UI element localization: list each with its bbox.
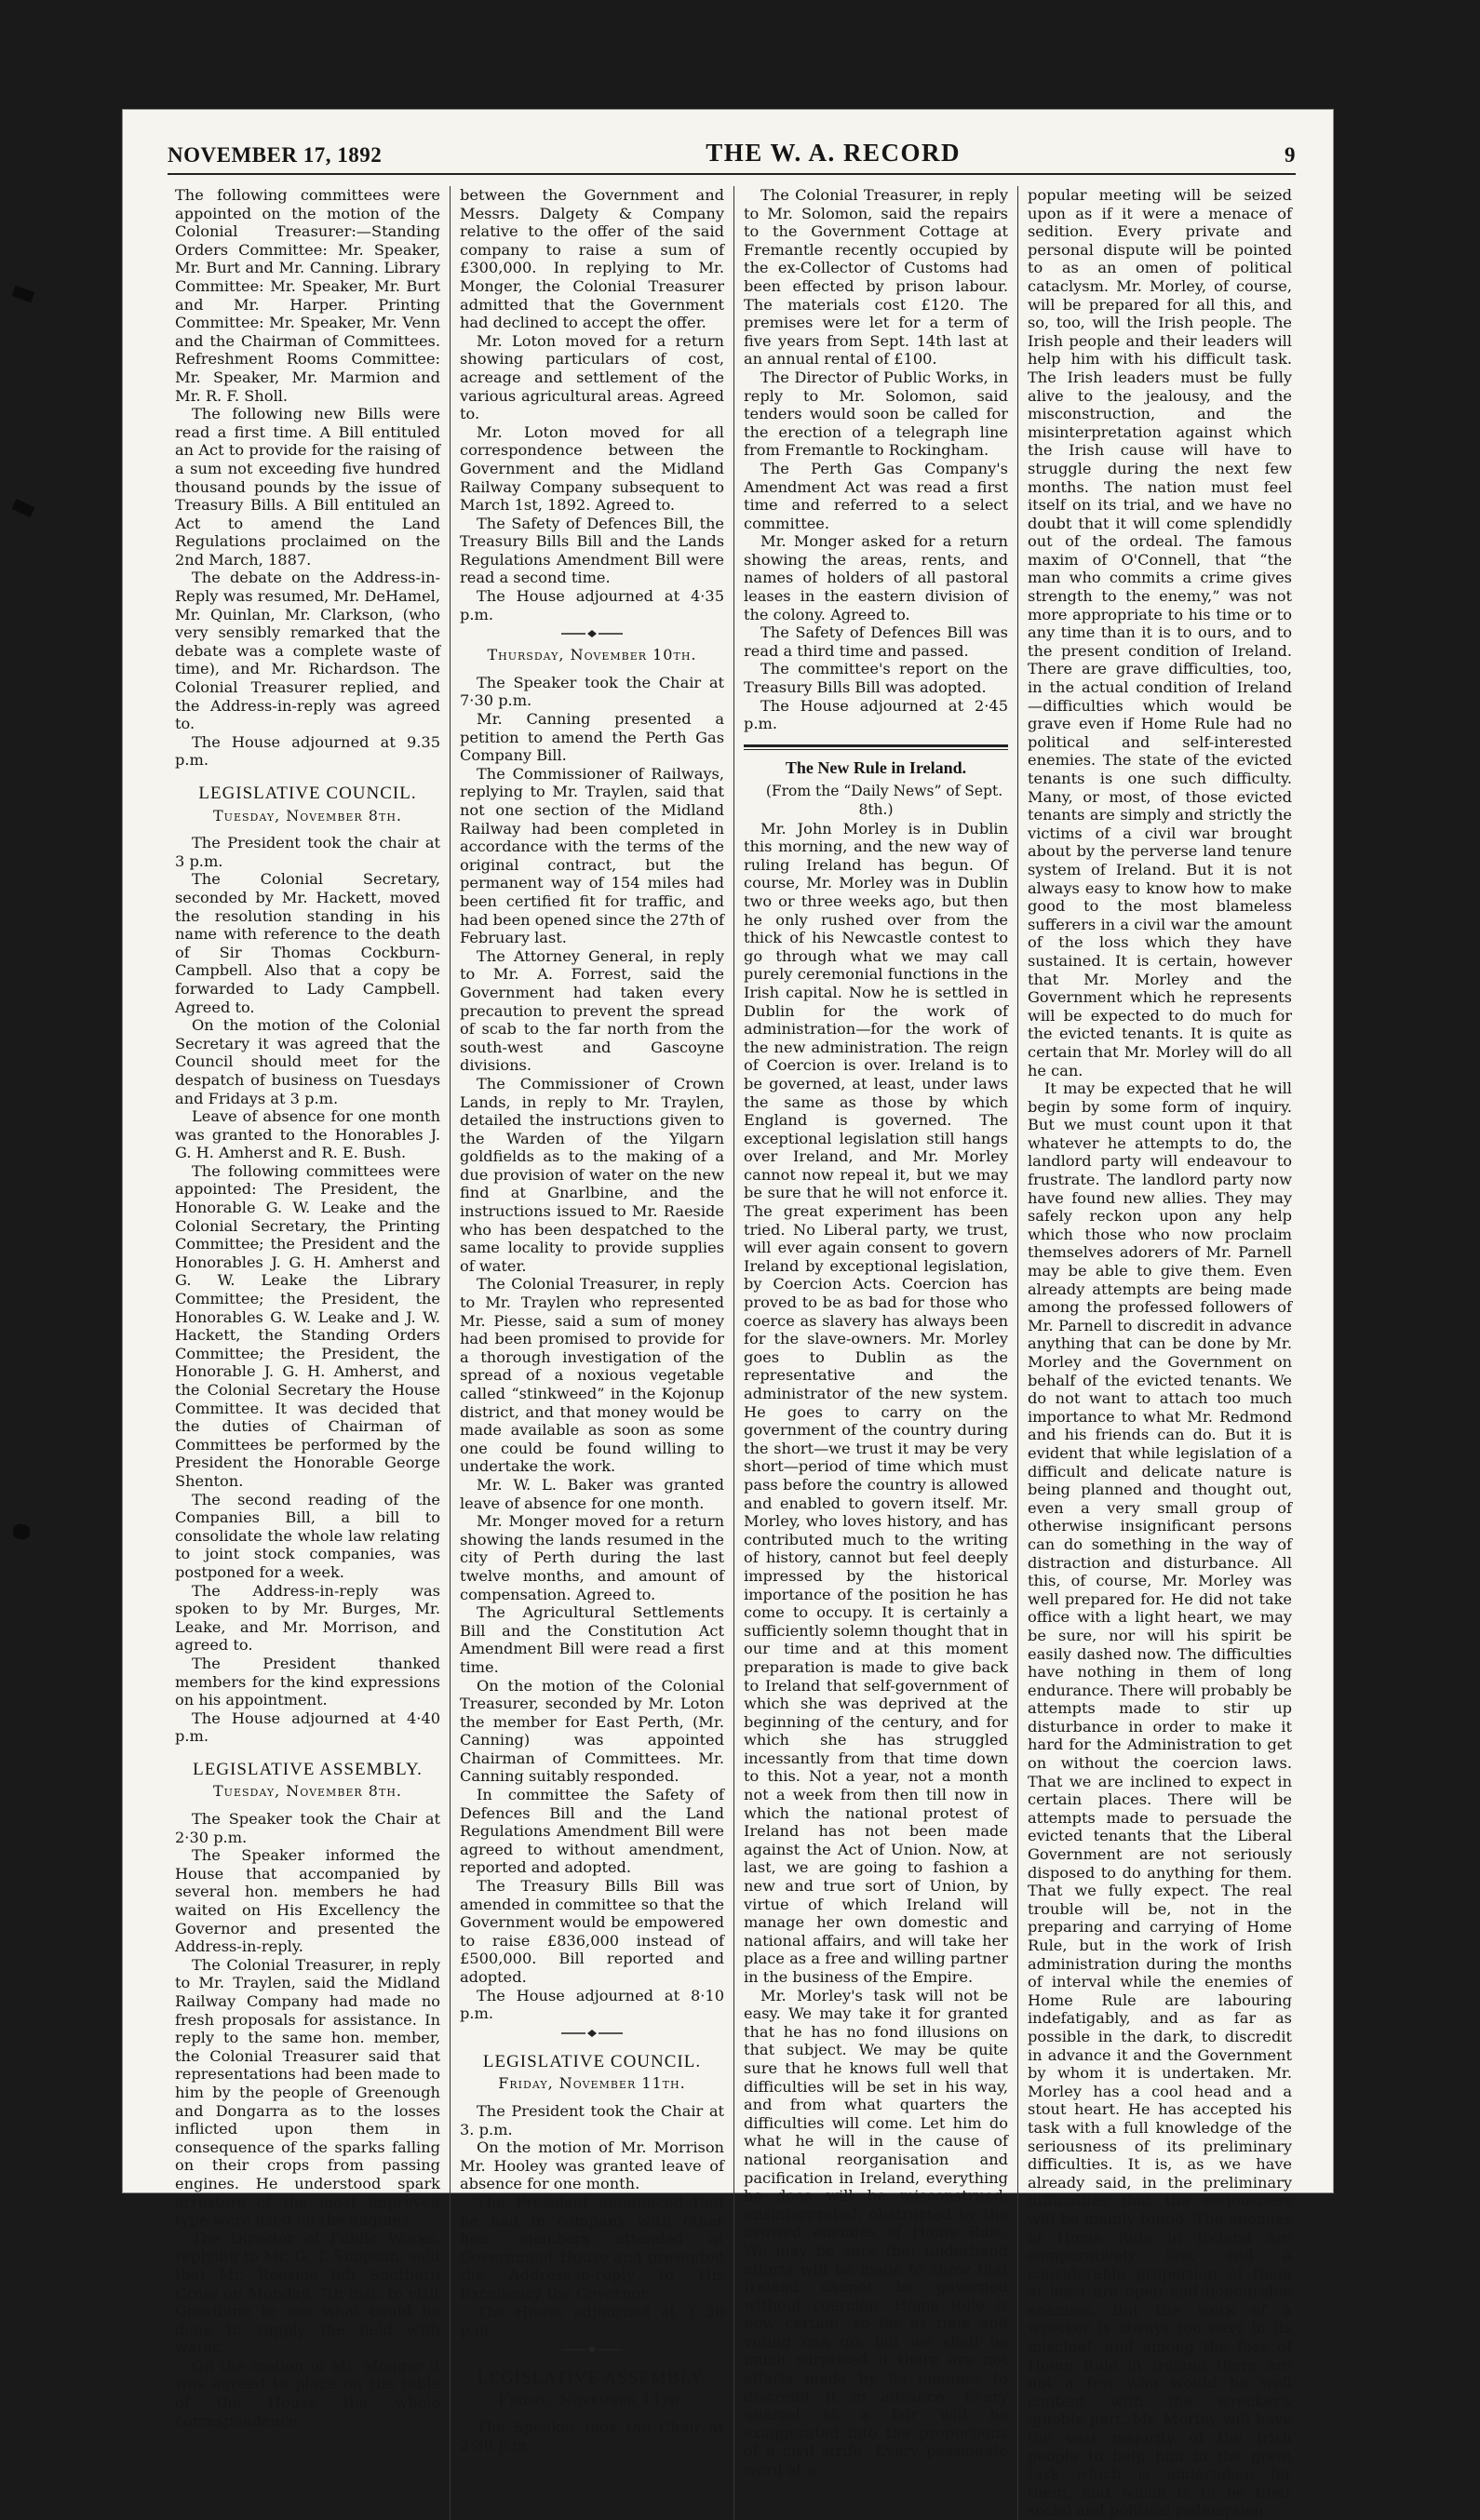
sitting-date: Tuesday, November 8th.	[213, 1782, 402, 1801]
article-source: (From the “Daily News” of Sept. 8th.)	[765, 783, 1003, 818]
paragraph: The Speaker took the Chair at 2·30 p.m.	[175, 1810, 440, 1846]
sitting-date: Friday, November 11th.	[498, 2391, 686, 2409]
paragraph: The Commissioner of Crown Lands, in reply to Mr. Traylen, detailed the instructions given to the Warden of the Yilgarn goldfields as to the making of a due provision of water on the new find at Gnarlbine, and the instructions issued to Mr. Raeside who has been despatched to the same locality to provide supplies of water.	[460, 1074, 724, 1275]
newspaper-page	[123, 110, 1333, 2520]
paragraph: The Colonial Treasurer, in reply to Mr. Solomon, said the repairs to the Government Cottage at Fremantle recently occupied by the ex-Collector of Customs had been effected by prison labour. The materials cost £120. The premises were let for a term of five years from Sept. 14th last at an annual rental of £100.	[744, 186, 1008, 369]
column-2	[450, 186, 733, 2520]
issue-date: NOVEMBER 17, 1892	[168, 143, 383, 167]
paragraph: The President announced that he had in company with other hon. members attended at Government House and presented the Address-in-reply to His Excellency the Governor.	[460, 2192, 724, 2302]
paragraph: The Attorney General, in reply to Mr. A. Forrest, said the Government had taken every precaution to prevent the spread of scab to the far north from the south-west and Gascoyne divisions.	[460, 946, 724, 1075]
paragraph: The Director of Public Works, in reply to Mr. Solomon, said tenders would soon be called for the erection of a telegraph line from Fremantle to Rockingham.	[744, 368, 1008, 460]
paragraph: The House adjourned at 4·40 p.m.	[175, 1709, 440, 1746]
paragraph: It may be expected that he will begin by some form of inquiry. But we must count upon it that whatever he attempts to do, the landlord party will endeavour to frustrate. The landlord party now have found new allies. They may safely reckon upon any help which those who now proclaim themselves adorers of Mr. Parnell may be able to give them. Even already attempts are being made among the professed followers of Mr. Parnell to discredit in advance anything that can be done by Mr. Morley and the Government on behalf of the evicted tenants. We do not want to attach too much importance to what Mr. Redmond and his friends can do. But it is evident that while legislation of a difficult and delicate nature is being planned and thought out, even a very small group of otherwise insignificant persons can do something in the way of distraction and disturbance. All this, of course, Mr. Morley was well prepared for. He did not take office with a light heart, we may be sure, nor will his spirit be easily dashed now. The difficulties have nothing in them of long endurance. There will probably be attempts made to stir up disturbance in order to make it hard for the Administration to get on without the coercion laws. That we are inclined to expect in certain places. There will be attempts made to persuade the evicted tenants that the Liberal Government are not seriously disposed to do anything for them. That we fully expect. The real trouble will be, not in the preparing and carrying of Home Rule, but in the work of Irish administration during the months of interval while the enemies of Home Rule are labouring indefatigably, and as far as possible in the dark, to discredit in advance it and the Government by whom it is undertaken. Mr. Morley has a cool head and a stout heart. He has accepted his task with a full knowledge of the seriousness of its preliminary difficulties. It is, as we have already said, in the preliminary difficulties that the seriousness will be mainly found. The enemies of Home Rule in Ireland are comparatively few, and a considerable proportion of them at least are open and honourable enemies. But the work of a wrecker is always too easy in its mischief, and among the foes of Home Rule in Ireland there are not a few who would be well content with the wrecker's ignoble part. Mr. Morley will have the vast majority of the Irish people to help him in the great task which is undertaken for them, and which is to be their social and political redemption.	[1028, 1079, 1292, 2520]
paragraph: In committee the Safety of Defences Bill and the Land Regulations Amendment Bill were agreed to without amendment, reported and adopted.	[460, 1786, 724, 1877]
paragraph: Mr. Morley's task will not be easy. We may take it for granted that he has no fond illusions on that subject. We may be quite sure that he knows full well that difficulties will be set in his way, and from what quarters the difficulties will come. Let him do what he will in the cause of national reorganisation and pacification in Ireland, everything he does will be misconstrued, misinterpreted, obstructed by the avowed enemies of Home Rule. We may be sure that underhand efforts will be made to show that Ireland cannot be governed without coercion. Home Rule is now certain, so far as time and voting can go; but we shall be much surprised if there are not efforts made by its enemies to discredit it in advance. Every quarrel at a fair will be exaggerated into the proportions of a civil strife. Every passionate word at a	[744, 1986, 1008, 2479]
paragraph: The Address-in-reply was spoken to by Mr. Burges, Mr. Leake, and Mr. Morrison, and agreed to.	[175, 1581, 440, 1655]
paragraph: The Agricultural Settlements Bill and the Constitution Act Amendment Bill were read a first time.	[460, 1603, 724, 1676]
paragraph: The House adjourned at 2·45 p.m.	[744, 696, 1008, 733]
article-headline: The New Rule in Ireland.	[785, 757, 967, 777]
paragraph: The following committees were appointed: The President, the Honorable G. W. Leake and the Colonial Secretary, the Printing Committee; the President and the Honorables J. G. H. Amherst and G. W. Leake the Library Committee; the President, the Honorables G. W. Leake and J. W. Hackett, the Standing Orders Committee; the President, the Honorable J. G. H. Amherst, and the Colonial Secretary the House Committee. It was decided that the duties of Chairman of Committees be performed by the President the Honorable George Shenton.	[175, 1161, 440, 1490]
paragraph: The second reading of the Companies Bill, a bill to consolidate the whole law relating to joint stock companies, was postponed for a week.	[175, 1490, 440, 1581]
paragraph: The Colonial Treasurer, in reply to Mr. Traylen who represented Mr. Piesse, said a sum of money had been promised to provide for a thorough investigation of the spread of a noxious vegetable called “stinkweed” in the Kojonup district, and that money would be made available as soon as some one could be found willing to undertake the work.	[460, 1275, 724, 1476]
paragraph: The following committees were appointed on the motion of the Colonial Treasurer:—Standing Orders Committee: Mr. Speaker, Mr. Burt and Mr. Canning. Library Committee: Mr. Speaker, Mr. Burt and Mr. Harper. Printing Committee: Mr. Speaker, Mr. Venn and the Chairman of Committees. Refreshment Rooms Committee: Mr. Speaker, Mr. Marmion and Mr. R. F. Sholl.	[175, 186, 440, 405]
margin-ink-blot	[12, 1523, 31, 1540]
ornament-divider	[559, 2029, 625, 2038]
masthead-title: THE W. A. RECORD	[706, 139, 962, 167]
paragraph: The committee's report on the Treasury Bills Bill was adopted.	[744, 660, 1008, 697]
column-3	[733, 186, 1017, 2520]
column-1	[166, 186, 450, 2520]
ornament-divider	[559, 629, 625, 638]
margin-arrow-mark	[11, 499, 34, 517]
paragraph: Mr. Monger moved for a return showing the lands resumed in the city of Perth during the last twelve months, and amount of compensation. Agreed to.	[460, 1512, 724, 1603]
paragraph: The President took the chair at 3 p.m.	[175, 834, 440, 870]
paragraph: The Director of Public Works, replying to Mr. G. T. Simpson, said that Mr. Raeside left Southern Cross on Monday, 7th inst. to visit Gnarlbine to see what could be done to supply the field with water.	[175, 2229, 440, 2357]
paragraph: On the motion of Mr. Monger it was agreed to place on the table of the House the whole correspondence	[175, 2356, 440, 2430]
paragraph: Mr. Canning presented a petition to amend the Perth Gas Company Bill.	[460, 710, 724, 765]
section-heading: LEGISLATIVE ASSEMBLY.	[477, 2367, 707, 2388]
paragraph: Mr. Monger asked for a return showing the areas, rents, and names of holders of all pastoral leases in the eastern division of the colony. Agreed to.	[744, 532, 1008, 623]
paragraph: The Perth Gas Company's Amendment Act was read a first time and referred to a select committee.	[744, 459, 1008, 532]
paragraph: The Treasury Bills Bill was amended in committee so that the Government would be empowered to raise £836,000 instead of £500,000. Bill reported and adopted.	[460, 1877, 724, 1986]
column-4	[1017, 186, 1301, 2520]
paragraph: Mr. Loton moved for all correspondence between the Government and the Midland Railway Company subsequent to March 1st, 1892. Agreed to.	[460, 422, 724, 515]
paragraph: Leave of absence for one month was granted to the Honorables J. G. H. Amherst and R. E. Bush.	[175, 1107, 440, 1162]
section-heading: LEGISLATIVE COUNCIL.	[198, 784, 417, 803]
section-heading: LEGISLATIVE ASSEMBLY.	[193, 1759, 423, 1779]
ornament-divider	[559, 2345, 625, 2354]
paragraph: On the motion of the Colonial Treasurer, seconded by Mr. Loton the member for East Perth, (Mr. Canning) was appointed Chairman of Committees. Mr. Canning suitably responded.	[460, 1676, 724, 1786]
paragraph: The House adjourned at 8·10 p.m.	[460, 1986, 724, 2023]
margin-arrow-mark	[12, 286, 35, 303]
paragraph: popular meeting will be seized upon as if it were a menace of sedition. Every private and personal dispute will be pointed to as an omen of political cataclysm. Mr. Morley, of course, will be prepared for all this, and so, too, will the Irish people. The Irish people and their leaders will help him with his difficult task. The Irish leaders must be fully alive to the jealousy, and the misconstruction, and the misinterpretation against which the Irish cause will have to struggle during the next few months. The nation must feel itself on its trial, and we have no doubt that it will come splendidly out of the ordeal. The famous maxim of O'Connell, that “the man who commits a crime gives strength to the enemy,” was not more appropriate to his time or to any time than it is to ours, and to the present condition of Ireland. There are grave difficulties, too, in the actual condition of Ireland—difficulties which would be grave even if Home Rule had no political and self-interested enemies. The state of the evicted tenants is one such difficulty. Many, or most, of those evicted tenants are simply and strictly the victims of a civil war brought about by the perverse land tenure system of Ireland. But it is not always easy to know how to make good to the most blameless sufferers in a civil war the amount of the loss which they have sustained. It is certain, however that Mr. Morley and the Government which he represents will be expected to do much for the evicted tenants. It is quite as certain that Mr. Morley will do all he can.	[1028, 186, 1292, 1079]
page-number: 9	[1285, 143, 1296, 167]
sitting-date: Tuesday, November 8th.	[213, 806, 402, 824]
sitting-date: Friday, November 11th.	[498, 2074, 686, 2093]
paragraph: The President thanked members for the kind expressions on his appointment.	[175, 1654, 440, 1709]
paragraph: The Colonial Secretary, seconded by Mr. Hackett, moved the resolution standing in his name with reference to the death of Sir Thomas Cockburn-Campbell. Also that a copy be forwarded to Lady Campbell. Agreed to.	[175, 870, 440, 1016]
double-rule-divider	[744, 744, 1008, 750]
text-columns	[166, 186, 1301, 2520]
paragraph: between the Government and Messrs. Dalgety & Company relative to the offer of the said company to raise a sum of £300,000. In replying to Mr. Monger, the Colonial Treasurer admitted that the Government had declined to accept the offer.	[460, 186, 724, 332]
paragraph: The debate on the Address-in-Reply was resumed, Mr. DeHamel, Mr. Quinlan, Mr. Clarkson, (who very sensibly remarked that the debate was a complete waste of time), and Mr. Richardson. The Colonial Treasurer replied, and the Address-in-reply was agreed to.	[175, 569, 440, 733]
running-head	[168, 130, 1296, 175]
paragraph: On the motion of Mr. Morrison Mr. Hooley was granted leave of absence for one month.	[460, 2138, 724, 2193]
paragraph: The following new Bills were read a first time. A Bill entituled an Act to provide for the raising of a sum not exceeding five hundred thousand pounds by the issue of Treasury Bills. A Bill entituled an Act to amend the Land Regulations proclaimed on the 2nd March, 1887.	[175, 405, 440, 569]
paragraph: Mr. John Morley is in Dublin this morning, and the new way of ruling Ireland has begun. Of course, Mr. Morley was in Dublin two or three weeks ago, but then he only rushed over from the thick of his Newcastle contest to go through what we may call purely ceremonial functions in the Irish capital. Now he is settled in Dublin for the work of administration—for the work of the new administration. The reign of Coercion is over. Ireland is to be governed, at least, under laws the same as those by which England is governed. The exceptional legislation still hangs over Ireland, and Mr. Morley cannot now repeal it, but we may be sure that he will not enforce it. The great experiment has been tried. No Liberal party, we trust, will ever again consent to govern Ireland by exceptional legislation, by Coercion Acts. Coercion has proved to be as bad for those who coerce as slavery has always been for the slave-owners. Mr. Morley goes to Dublin as the representative and the administrator of the new system. He goes to carry on the government of the country during the short—we trust it may be very short—period of time which must pass before the country is allowed and enabled to govern itself. Mr. Morley, who loves history, and has contributed much to the writing of history, cannot but feel deeply impressed by the historical importance of the position he has come to occupy. It is certainly a sufficiently solemn thought that in our time and at this moment preparation is made to give back to Ireland that self-government of which she was deprived at the beginning of the century, and for which she has struggled incessantly from that time down to this. Not a year, not a month not a week from then till now in which the national protest of Ireland has not been made against the Act of Union. Now, at last, we are going to fashion a new and true sort of Union, by virtue of which Ireland will manage her own domestic and national affairs, and will take her place as a free and willing partner in the business of the Empire.	[744, 819, 1008, 1986]
paragraph: Mr. Loton moved for a return showing particulars of cost, acreage and settlement of the various agricultural areas. Agreed to.	[460, 331, 724, 423]
paragraph: The Safety of Defences Bill was read a third time and passed.	[744, 623, 1008, 660]
paragraph: The House adjourned at 9.35 p.m.	[175, 732, 440, 770]
paragraph: Mr. W. L. Baker was granted leave of absence for one month.	[460, 1475, 724, 1512]
paragraph: The Speaker took the Chair at 2·30 p.m.	[460, 2418, 724, 2455]
sitting-date: Thursday, November 10th.	[487, 646, 697, 664]
paragraph: The Safety of Defences Bill, the Treasury Bills Bill and the Lands Regulations Amendment Bill were read a second time.	[460, 514, 724, 587]
paragraph: The Speaker took the Chair at 7·30 p.m.	[460, 673, 724, 710]
paragraph: The Commissioner of Railways, replying to Mr. Traylen, said that not one section of the Midland Railway had been completed in accordance with the terms of the original contract, but the permanent way of 154 miles had been certified fit for traffic, and had been opened since the 27th of February last.	[460, 764, 724, 947]
paragraph: The House adjourned at 3 30 p.m.	[460, 2302, 724, 2339]
section-heading: LEGISLATIVE COUNCIL.	[482, 2051, 702, 2071]
paragraph: The President took the Chair at 3. p.m.	[460, 2101, 724, 2138]
paragraph: The House adjourned at 4·35 p.m.	[460, 587, 724, 623]
paragraph: The Colonial Treasurer, in reply to Mr. Traylen, said the Midland Railway Company had made no fresh proposals for assistance. In reply to the same hon. member, the Colonial Treasurer said that representations had been made to him by the people of Greenough and Dongarra as to the losses inflicted upon them in consequence of the sparks falling on their crops from passing engines. He understood spark arresters of the most improved type were used on the engines.	[175, 1955, 440, 2230]
paragraph: The Speaker informed the House that accompanied by several hon. members he had waited on His Excellency the Governor and presented the Address-in-reply.	[175, 1846, 440, 1956]
paragraph: On the motion of the Colonial Secretary it was agreed that the Council should meet for the despatch of business on Tuesdays and Fridays at 3 p.m.	[175, 1016, 440, 1107]
